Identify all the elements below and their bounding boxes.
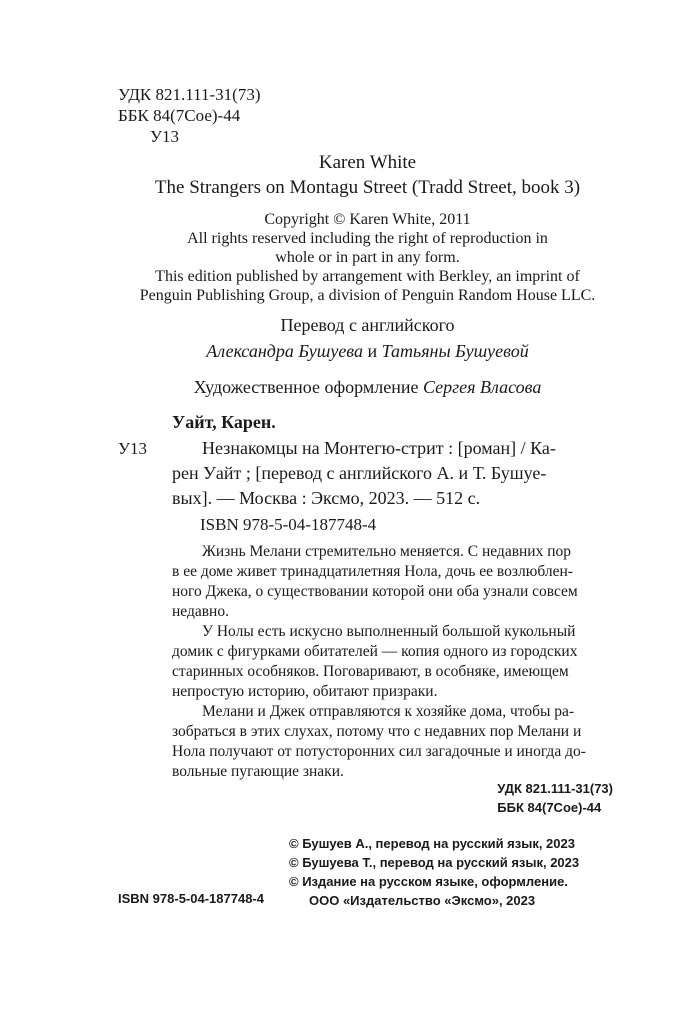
translator-name: Татьяны Бушуевой bbox=[381, 341, 529, 361]
annotation-line: непростую историю, обитают призраки. bbox=[172, 683, 438, 700]
copyright-ru-line: © Бушуева Т., перевод на русский язык, 2023 bbox=[289, 855, 580, 870]
original-title: The Strangers on Montagu Street (Tradd Street, book 3) bbox=[154, 177, 581, 198]
annotation-line: домик с фигурками обитателей — копия одного из городских bbox=[172, 643, 578, 660]
entry-line: Незнакомцы на Монтегю-стрит : [роман] / Ка- bbox=[202, 438, 556, 458]
copyright-line: Copyright © Karen White, 2011 bbox=[264, 211, 471, 228]
annotation-line: в ее доме живет тринадцатилетняя Нола, дочь ее возлюблен- bbox=[172, 563, 573, 580]
annotation-line: У Нолы есть искусно выполненный большой кукольный bbox=[202, 623, 576, 640]
original-author: Karen White bbox=[318, 152, 417, 173]
annotation-line: Жизнь Мелани стремительно меняется. С недавних пор bbox=[202, 543, 572, 560]
bbk-code: ББК 84(7Сое)-44 bbox=[497, 800, 602, 815]
copyright-line: This edition published by arrangement with Berkley, an imprint of bbox=[155, 268, 580, 285]
annotation-line: старинных особняков. Поговаривают, в особняке, имеющем bbox=[172, 663, 569, 680]
classification-codes bbox=[118, 84, 260, 147]
translation-note: Перевод с английского bbox=[280, 315, 455, 335]
copyright-notice bbox=[90, 210, 645, 305]
artist-name: Сергея Власова bbox=[423, 377, 542, 397]
entry-line: рен Уайт ; [перевод с английского А. и Т. Бушуе- bbox=[172, 463, 547, 483]
copyright-ru-line: © Бушуев А., перевод на русский язык, 2023 bbox=[289, 836, 575, 851]
annotation bbox=[172, 542, 613, 782]
copyright-line: Penguin Publishing Group, a division of Penguin Random House LLC. bbox=[139, 287, 596, 304]
bottom-classification-codes bbox=[497, 779, 613, 817]
conjunction: и bbox=[363, 341, 382, 361]
bbk-code: ББК 84(7Сое)-44 bbox=[118, 106, 241, 125]
translators bbox=[90, 341, 645, 362]
translator-name: Александра Бушуева bbox=[206, 341, 363, 361]
udk-code: УДК 821.111-31(73) bbox=[118, 85, 261, 104]
annotation-line: Нола получают от потусторонних сил загадочные и иногда до- bbox=[172, 743, 586, 760]
copyright-ru-line: ООО «Издательство «Эксмо», 2023 bbox=[309, 893, 536, 908]
bibliographic-entry bbox=[172, 436, 613, 511]
isbn-entry: ISBN 978-5-04-187748-4 bbox=[200, 515, 377, 534]
annotation-line: Мелани и Джек отправляются к хозяйке дома, чтобы ра- bbox=[202, 703, 575, 720]
annotation-line: ного Джека, о существовании которой они оба узнали совсем bbox=[172, 583, 578, 600]
isbn-bottom: ISBN 978-5-04-187748-4 bbox=[118, 891, 264, 906]
copyright-line: All rights reserved including the right of reproduction in bbox=[187, 230, 548, 247]
annotation-line: вольные пугающие знаки. bbox=[172, 763, 344, 780]
copyright-line: whole or in part in any form. bbox=[275, 249, 460, 266]
entry-side-mark: У13 bbox=[118, 439, 148, 458]
art-credit bbox=[90, 377, 645, 398]
udk-code: УДК 821.111-31(73) bbox=[497, 781, 613, 796]
russian-copyrights bbox=[289, 834, 579, 910]
art-prefix: Художественное оформление bbox=[193, 377, 424, 397]
annotation-line: зобраться в этих слухах, потому что с недавних пор Мелани и bbox=[172, 723, 582, 740]
author-mark: У13 bbox=[150, 127, 180, 146]
entry-line: вых]. — Москва : Эксмо, 2023. — 512 с. bbox=[172, 488, 481, 508]
copyright-ru-line: © Издание на русском языке, оформление. bbox=[289, 874, 568, 889]
annotation-line: недавно. bbox=[172, 603, 229, 620]
entry-heading: Уайт, Карен. bbox=[172, 412, 276, 432]
